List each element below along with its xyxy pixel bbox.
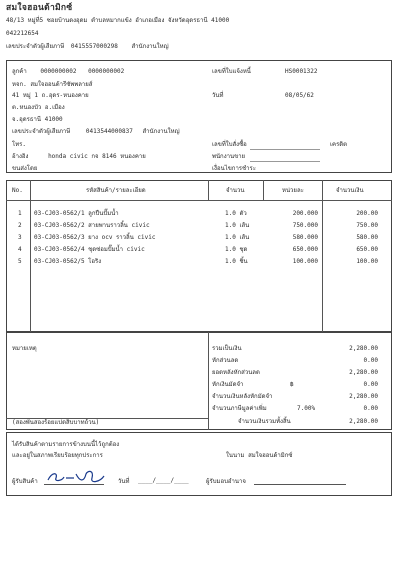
authorized-label: ผู้รับมอบอำนาจ — [206, 478, 246, 485]
customer-branch: สำนักงานใหญ่ — [142, 128, 180, 135]
item-table — [6, 180, 392, 332]
doc-no: HS0001322 — [285, 68, 318, 75]
order-label: เลขที่ใบสั่งซื้อ — [212, 141, 247, 148]
salesman-line — [250, 161, 320, 162]
company-address: 48/13 หมู่ที่5 ซอยบ้านดงอุดม ตำบลหมากแข้ง อำเภอเมือง จังหวัดอุดรธานี 41000 — [6, 17, 230, 24]
authorized-sign-line — [254, 484, 346, 485]
company-sign-label: ในนาม สมใจฮอนด้ามิกซ์ — [226, 452, 293, 459]
row-amount: 750.00 — [356, 222, 378, 229]
customer-tax-id: 0413544000837 — [85, 128, 133, 135]
amount-in-words: (สองพันสองร้อยแปดสิบบาทถ้วน) — [12, 419, 100, 426]
customer-address-2: ต.หนองบัว อ.เมือง — [12, 104, 65, 111]
customer-code: 0000000002 — [40, 68, 77, 75]
salesman-label: พนักงานขาย — [212, 153, 246, 160]
row-qty: 1.0 ชิ้น — [225, 258, 248, 265]
order-line — [250, 149, 320, 150]
customer-address-1: 41 หมู่ 1 ถ.อุดร-หนองคาย — [12, 92, 89, 99]
row-desc: 03-CJ03-0562/3 ยาง ocv ราวลิ้น civic — [34, 234, 156, 241]
receive-text-2: และอยู่ในสภาพเรียบร้อยทุกประการ — [12, 452, 103, 459]
vat-rate: 7.00% — [297, 405, 316, 412]
deposit-label: หักเงินมัดจำ — [212, 381, 244, 388]
customer-code-line — [12, 68, 124, 75]
grand-total-value: 2,280.00 — [349, 418, 378, 425]
row-desc: 03-CJ03-0562/1 ลูกปืนปั๊มน้ำ — [34, 210, 119, 217]
totals-divider — [208, 332, 209, 430]
row-desc: 03-CJ03-0562/4 ชุดซ่อมปั๊มน้ำ civic — [34, 246, 145, 253]
vat-label: จำนวนภาษีมูลค่าเพิ่ม — [212, 405, 267, 412]
row-unit-price: 200.000 — [292, 210, 318, 217]
discount-value: 0.00 — [363, 357, 378, 364]
remark-label: หมายเหตุ — [12, 345, 37, 352]
col-sep-2 — [208, 180, 209, 200]
signature-image — [46, 468, 106, 486]
subtotal-value: 2,280.00 — [349, 345, 378, 352]
row-no: 2 — [18, 222, 22, 229]
customer-ref-value: honda civic กจ 8146 หนองคาย — [48, 153, 146, 160]
customer-ref-label: อ้างอิง — [12, 153, 29, 160]
row-no: 4 — [18, 246, 22, 253]
receiver-label: ผู้รับสินค้า — [12, 478, 38, 485]
before-vat-value: 2,280.00 — [349, 393, 378, 400]
row-qty: 1.0 ชุด — [225, 246, 248, 253]
row-qty: 1.0 ตัว — [225, 210, 247, 217]
row-no: 5 — [18, 258, 22, 265]
row-qty: 1.0 เส้น — [225, 222, 250, 229]
before-vat-label: จำนวนเงินหลังหักมัดจำ — [212, 393, 273, 400]
customer-tax-label: เลขประจำตัวผู้เสียภาษี — [12, 128, 71, 135]
row-amount: 200.00 — [356, 210, 378, 217]
row-amount: 100.00 — [356, 258, 378, 265]
discount-label: หักส่วนลด — [212, 357, 239, 364]
customer-name: หจก. สมใจฮอนด้ารีซัพพลายส์ — [12, 81, 93, 88]
after-discount-label: ยอดหลังหักส่วนลด — [212, 369, 260, 376]
customer-ref-line — [12, 153, 146, 160]
company-branch: สำนักงานใหญ่ — [131, 43, 169, 50]
deposit-symbol: ฿ — [290, 381, 294, 388]
credit-label: เครดิต — [330, 141, 348, 148]
company-tax-label: เลขประจำตัวผู้เสียภาษี — [6, 43, 65, 50]
customer-phone-label: โทร. — [12, 141, 27, 148]
header-unit-price: หน่วยละ — [282, 187, 304, 194]
row-unit-price: 580.000 — [292, 234, 318, 241]
delivery-label: ขนส่งโดย — [12, 165, 38, 172]
row-unit-price: 750.000 — [292, 222, 318, 229]
receive-date-label: วันที่ — [118, 478, 130, 485]
row-no: 3 — [18, 234, 22, 241]
header-desc: รหัสสินค้า/รายละเอียด — [86, 187, 146, 194]
row-no: 1 — [18, 210, 22, 217]
after-discount-value: 2,280.00 — [349, 369, 378, 376]
date-label: วันที่ — [212, 92, 224, 99]
row-desc: 03-CJ03-0562/5 โอริง — [34, 258, 102, 265]
deposit-value: 0.00 — [363, 381, 378, 388]
company-name: สมใจฮอนด้ามิกซ์ — [6, 3, 73, 13]
col-sep-3 — [263, 180, 264, 200]
header-qty: จำนวน — [226, 187, 245, 194]
company-tax-id: 0415557000298 — [70, 43, 118, 50]
subtotal-label: รวมเป็นเงิน — [212, 345, 242, 352]
company-tax-line — [6, 43, 169, 50]
receive-date-blank: ____/____/____ — [138, 477, 189, 484]
row-unit-price: 650.000 — [292, 246, 318, 253]
company-phone: 042212654 — [6, 30, 39, 37]
customer-tax-line — [12, 128, 180, 135]
receive-text-1: ได้รับสินค้าตามรายการข้างบนนี้ไว้ถูกต้อง — [12, 441, 120, 448]
row-unit-price: 100.000 — [292, 258, 318, 265]
header-no: No. — [12, 187, 23, 194]
customer-code-label: ลูกค้า — [12, 68, 27, 75]
row-desc: 03-CJ03-0562/2 สายพานราวลิ้น civic — [34, 222, 150, 229]
table-header-divider — [6, 200, 392, 201]
col-sep-1 — [30, 180, 31, 332]
col-sep-4 — [322, 180, 323, 332]
row-amount: 580.00 — [356, 234, 378, 241]
grand-total-label: จำนวนเงินรวมทั้งสิ้น — [238, 418, 291, 425]
customer-address-3: จ.อุดรธานี 41000 — [12, 116, 63, 123]
doc-date: 08/05/62 — [285, 92, 314, 99]
doc-no-label: เลขที่ใบแจ้งหนี้ — [212, 68, 251, 75]
due-label: เงื่อนไขการชำระ — [212, 165, 256, 172]
vat-value: 0.00 — [363, 405, 378, 412]
row-qty: 1.0 เส้น — [225, 234, 250, 241]
customer-code-2: 0000000002 — [88, 68, 125, 75]
row-amount: 650.00 — [356, 246, 378, 253]
header-amount: จำนวนเงิน — [336, 187, 364, 194]
